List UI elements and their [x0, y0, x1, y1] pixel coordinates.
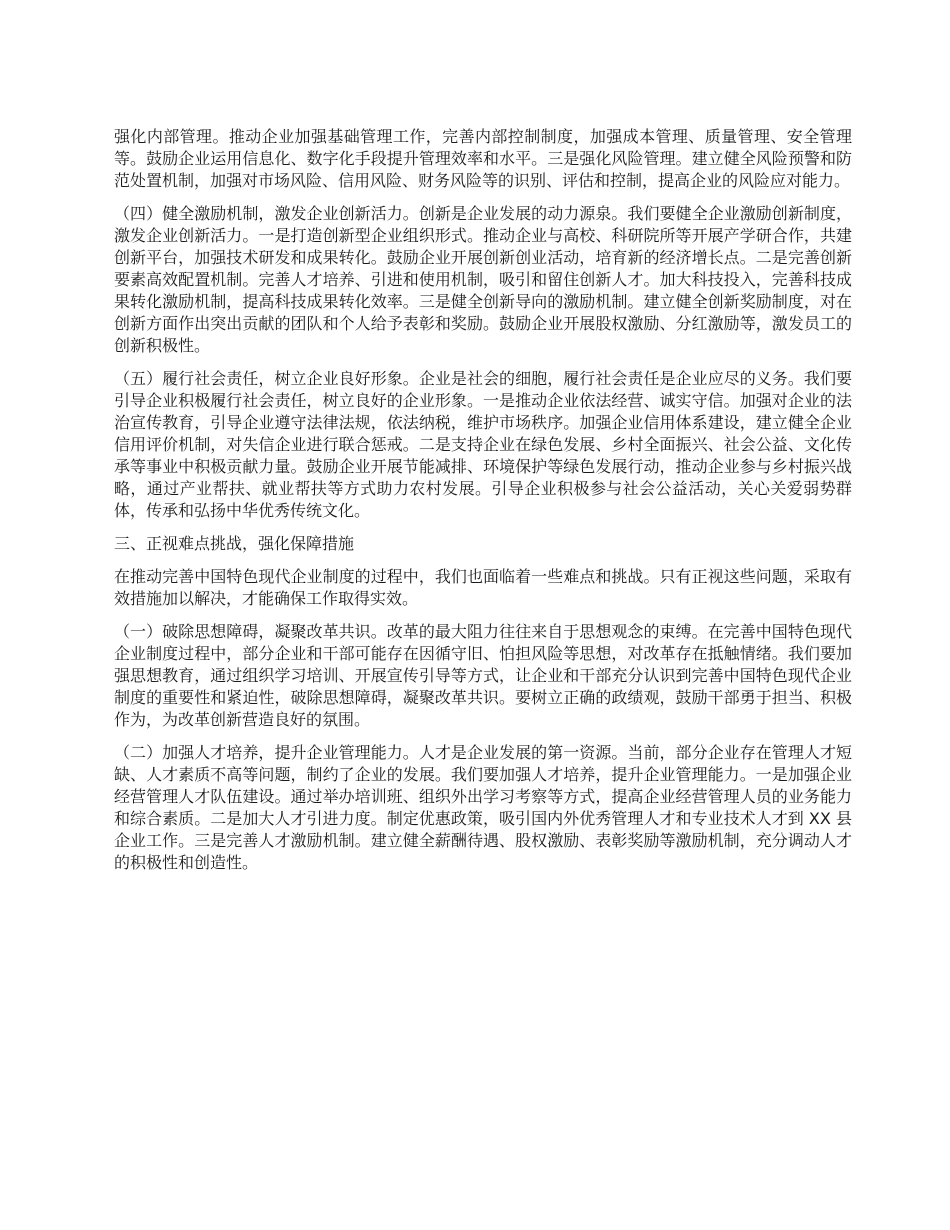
paragraph-ideological-barriers: （一）破除思想障碍，凝聚改革共识。改革的最大阻力往往来自于思想观念的束缚。在完善中国特色现代企业制度过程中，部分企业和干部可能存在因循守旧、怕担风险等思想，对改革存在抵触情绪。我们要加强思想教育，通过组织学习培训、开展宣传引导等方式，让企业和干部充分认识到完善中国特色现代企业制度的重要性和紧迫性，破除思想障碍，凝聚改革共识。要树立正确的政绩观，鼓励干部勇于担当、积极作为，为改革创新营造良好的氛围。: [114, 622, 852, 729]
paragraph-incentive-mechanism: （四）健全激励机制，激发企业创新活力。创新是企业发展的动力源泉。我们要健全企业激励创新制度，激发企业创新活力。一是打造创新型企业组织形式。推动企业与高校、科研院所等开展产学研合作，共建创新平台，加强技术研发和成果转化。鼓励企业开展创新创业活动，培育新的经济增长点。二是完善创新要素高效配置机制。完善人才培养、引进和使用机制，吸引和留住创新人才。加大科技投入，完善科技成果转化激励机制，提高科技成果转化效率。三是健全创新导向的激励机制。建立健全创新奖励制度，对在创新方面作出突出贡献的团队和个人给予表彰和奖励。鼓励企业开展股权激励、分红激励等，激发员工的创新积极性。: [114, 204, 852, 355]
paragraph-talent-training: （二）加强人才培养，提升企业管理能力。人才是企业发展的第一资源。当前，部分企业存在管理人才短缺、人才素质不高等问题，制约了企业的发展。我们要加强人才培养，提升企业管理能力。一是加强企业经营管理人才队伍建设。通过举办培训班、组织外出学习考察等方式，提高企业经营管理人员的业务能力和综合素质。二是加大人才引进力度。制定优惠政策，吸引国内外优秀管理人才和专业技术人才到 XX 县企业工作。三是完善人才激励机制。建立健全薪酬待遇、股权激励、表彰奖励等激励机制，充分调动人才的积极性和创造性。: [114, 743, 852, 872]
paragraph-challenges-intro: 在推动完善中国特色现代企业制度的过程中，我们也面临着一些难点和挑战。只有正视这些问题，采取有效措施加以解决，才能确保工作取得实效。: [114, 567, 852, 608]
paragraph-social-responsibility: （五）履行社会责任，树立企业良好形象。企业是社会的细胞，履行社会责任是企业应尽的义务。我们要引导企业积极履行社会责任，树立良好的企业形象。一是推动企业依法经营、诚实守信。加强对企业的法治宣传教育，引导企业遵守法律法规，依法纳税，维护市场秩序。加强企业信用体系建设，建立健全企业信用评价机制，对失信企业进行联合惩戒。二是支持企业在绿色发展、乡村全面振兴、社会公益、文化传承等事业中积极贡献力量。鼓励企业开展节能减排、环境保护等绿色发展行动，推动企业参与乡村振兴战略，通过产业帮扶、就业帮扶等方式助力农村发展。引导企业积极参与社会公益活动，关心关爱弱势群体，传承和弘扬中华优秀传统文化。: [114, 369, 852, 520]
document-body: [114, 126, 852, 885]
section-heading: 三、正视难点挑战，强化保障措施: [114, 534, 355, 553]
paragraph-internal-management: 强化内部管理。推动企业加强基础管理工作，完善内部控制制度，加强成本管理、质量管理、安全管理等。鼓励企业运用信息化、数字化手段提升管理效率和水平。三是强化风险管理。建立健全风险预警和防范处置机制，加强对市场风险、信用风险、财务风险等的识别、评估和控制，提高企业的风险应对能力。: [114, 127, 852, 190]
